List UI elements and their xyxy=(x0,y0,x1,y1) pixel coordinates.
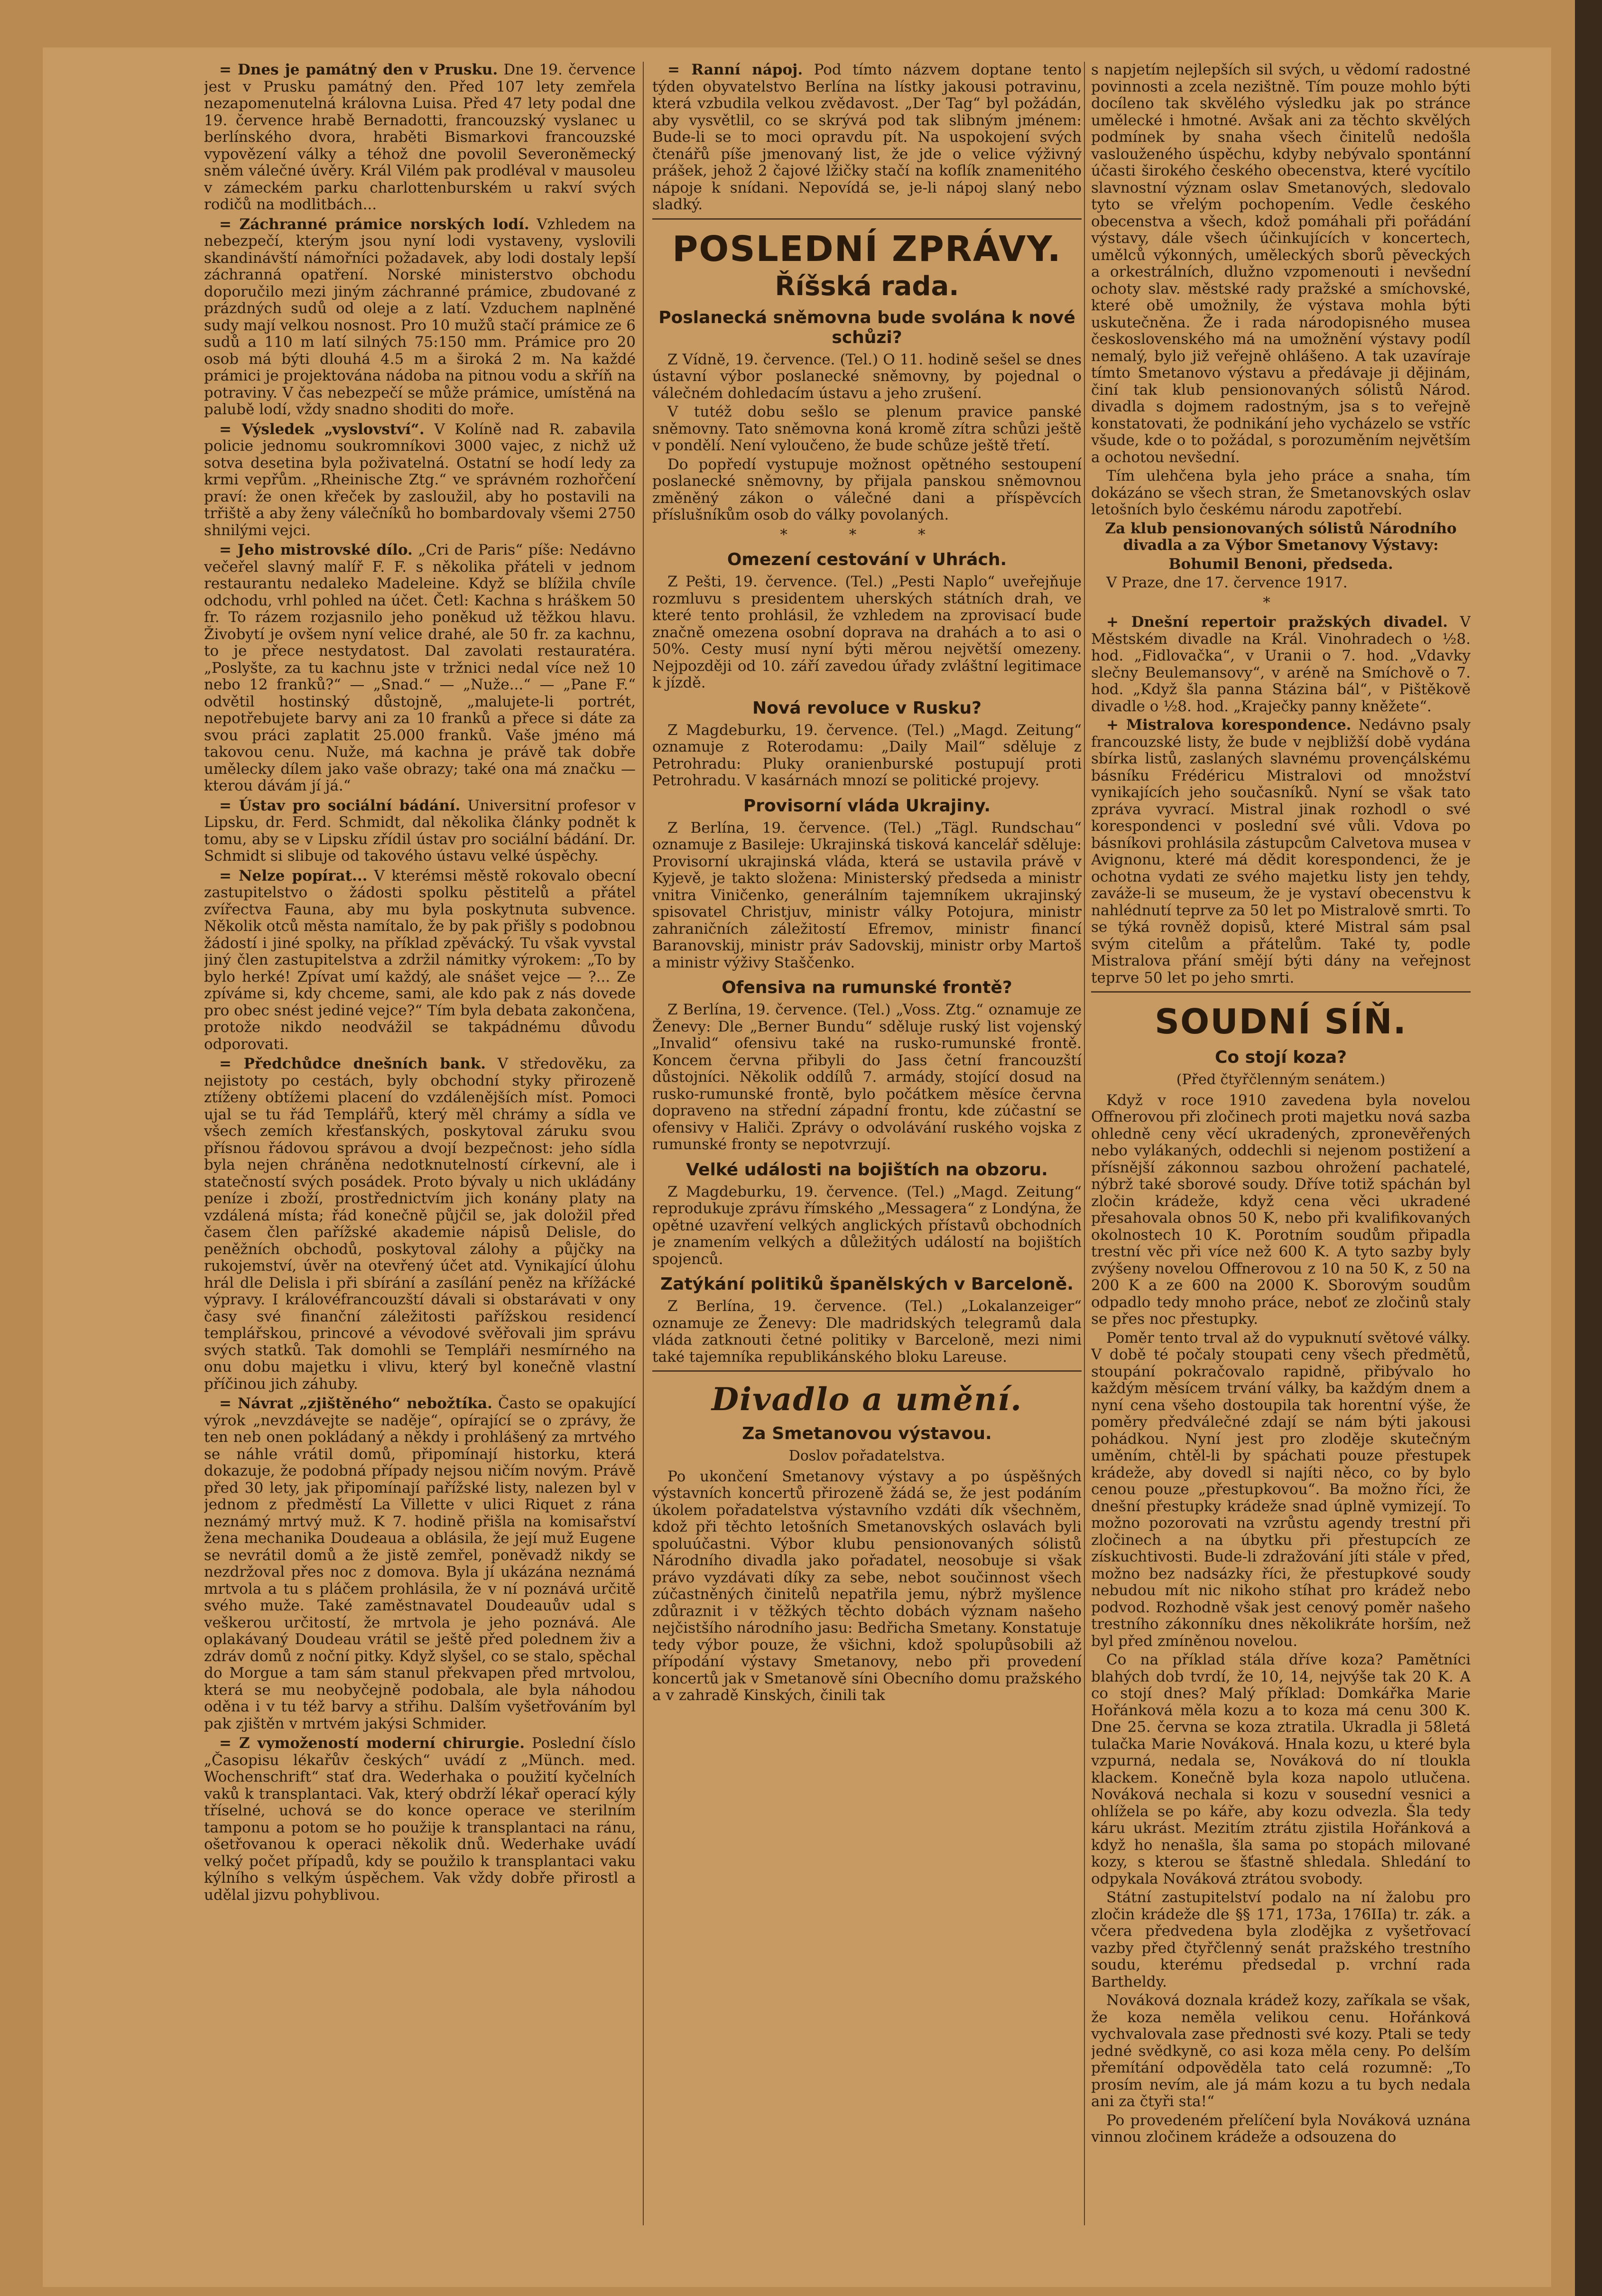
article-text: V středověku, za nejistoty po cestách, byly obchodní styky přirozeně ztíženy obtížemi placení do vzdálenějších míst. Pomoci ujal se tu řád Templářů, který měl chrámy a sídla ve všech zemích křesťanských, poskytoval záruku svou přísnou řádovou správou a dvojí bezpečnost: jeho sídla byla nejen chráněna nedotknutelností církevní, ale i statečností svých posádek. Proto bývaly u nich ukládány peníze i zboží, prostřednictvím jich konány platy na vzdálená místa; řád konečně půjčil se, jak doložil před časem člen pařížské akademie nápisů Delisle, do peněžních obchodů, poskytoval zálohy a půjčky na rukojemství, úvěr na otevřený účet atd. Vynikající úlohu hrál dle Delisla i při sbírání a zasílání peněz na křížácké výpravy. I královéfrancouzští dávali si obstarávati v ony časy své finanční záležitosti pařížskou residencí templářskou, princové a vévodové svěřovali jim správu svých statků. Tak domohli se Templáři nesmírného na onu dobu majetku i vlivu, který byl konečně vlastní příčinou jich záhuby. xyxy=(204,1055,636,1393)
paragraph: Nováková doznala krádež kozy, zaříkala se však, že koza neměla velikou cenu. Hořánková vychvalovala zase přednosti své kozy. Ptali se tedy jedné svědkyně, co asi koza měla ceny. Po delším přemítání odpověděla tato celá rozumně: „To prosím nevím, ale já mám kozu a tu bych nedala ani za čtyři sta!“ xyxy=(1091,1992,1471,2110)
column-rule xyxy=(643,62,644,2225)
headline: Ofensiva na rumunské frontě? xyxy=(722,978,1012,997)
paragraph: Z Berlína, 19. července. (Tel.) „Lokalanzeiger“ oznamuje ze Ženevy: Dle madridských telegramů dala vláda zatknouti četné politiky v Barceloně, mezi nimi také tajemníka republikánského bloku Lareuse. xyxy=(652,1298,1082,1366)
paragraph: s napjetím nejlepších sil svých, u vědomí radostné povinnosti a zcela nezištně. Tím pouze mohlo býti docíleno tak skvělého výsledku jak po stránce umělecké i hmotné. Avšak ani za těchto skvělých podmínek by snaha všech činitelů nedošla vaslouženého úspěchu, kdyby nebývalo spontánní účasti širokého českého obecenstva, které vycítilo slavnostní význam oslav Smetanových, sledovalo tyto se vřelým pochopením. Vedle českého obecenstva a všech, kdož pomáhali při pořádání výstavy, dále všech účinkujících v koncertech, umělců výkonných, uměleckých sborů pěveckých a orkestrálních, dlužno vzpomenouti i nevšední ochoty slav. městské rady pražské a smíchovské, které obě umožnily, že výstava mohla býti uskutečněna. Že i rada národopisného musea československého má na umožnění výstavy podíl nemalý, bylo již veřejně ohlášeno. A tak uzavíraje tímto Smetanovo výstavu a předávaje ji dějinám, činí tak klub pensionovaných sólistů Národ. divadla s dojmem radostným, jsa s to veřejně konstatovati, že podnikání jeho vycházelo se vstříc všude, kde o to požádal, s porozuměním největším a ochotou nevšední. xyxy=(1091,62,1471,466)
page-edge xyxy=(1575,0,1602,2296)
article-text: Dne 19. července jest v Prusku památný den. Před 107 lety zemřela nezapomenutelná královna Luisa. Před 47 lety podal dne 19. července hrabě Bernadotti, francouzský vyslanec u berlínského dvora, hraběti Bismarkovi francouzské vypovězení války a téhož dne povolil Severoněmecký sněm válečné úvěry. Král Vilém pak prodléval v mausoleu v zámeckém parku charlottenburském u rakví svých rodičů na modlitbách... xyxy=(204,62,636,213)
signature-name: Bohumil Benoni, předseda. xyxy=(1168,555,1393,573)
column-rule xyxy=(1084,62,1085,2225)
article-lead: + Mistralova korespondence. xyxy=(1106,716,1352,734)
headline: Za Smetanovou výstavou. xyxy=(742,1424,992,1443)
article-navrat xyxy=(204,1395,636,1732)
article-lead: = Ústav pro sociální bádání. xyxy=(219,797,461,814)
article-lead: = Záchranné prámice norských lodí. xyxy=(219,215,529,233)
section-divider xyxy=(652,1370,1082,1372)
section-banner-divadlo: Divadlo a umění. xyxy=(711,1381,1023,1418)
article-text: Pod tímto názvem doptane tento týden obyvatelstvo Berlína na lístky jakousi potravinu, která vzbudila velkou zvědavost. „Der Tag“ byl požádán, aby vysvětlil, co se skrývá pod tak slibným jménem: Bude-li se to moci opravdu pít. Na uspokojení svých čtenářů píše jmenovaný list, že jde o velice výživný prášek, jehož 2 čajové lžičky stačí na koflík znamenitého nápoje k snídani. Nepovídá se, je-li nápoj slaný nebo sladký. xyxy=(652,62,1082,213)
article-lead: = Dnes je památný den v Prusku. xyxy=(219,62,498,78)
section-divider xyxy=(1091,991,1471,993)
paragraph: Poměr tento trval až do vypuknutí světové války. V době té počaly stoupati ceny všech předmětů, stoupání pokračovalo rapidně, přibývalo ho každým měsícem trvání války, ba každým dnem a nyní cena všeho dostoupila tak horentní výše, že poměry předválečné zdají se nám býti jakousi pohádkou. Nyní jest pro zloděje skutečným uměním, chtěl-li by spáchati pouze přestupek krádeže, aby dovedl si najíti něco, co by bylo cenou pouze „přestupkovou“. Ba možno říci, že dnešní přestupky krádeže snad úplně vymizejí. To možno pozorovati na vzrůstu agendy trestní při zločinech a na úbytku při přestupcích ze získuchtivosti. Bude-li zdražování jíti stále v před, možno bez nadsázky říci, že přestupkové soudy nebudou mít nic nikoho stíhat pro krádež nebo podvod. Rozhodně však jest cenový poměr našeho trestního zákonníku dnes několikráte horším, než byl před zmíněnou novelou. xyxy=(1091,1329,1471,1650)
paragraph: Z Berlína, 19. července. (Tel.) „Tägl. Rundschau“ oznamuje z Basileje: Ukrajinská tisková kancelář sděluje: Provisorní ukrajinská vláda, která se ustavila právě v Kyjevě, je takto složena: Ministerský předseda a ministr vnitra Viničenko, generálním tajemníkem ukrajinský spisovatel Christjuv, ministr války Potojura, ministr zahraničních záležitostí Efremov, ministr financí Baranovskij, ministr práv Sadovskij, ministr orby Martoš a ministr výživy Staščenko. xyxy=(652,819,1082,971)
article-lead: = Nelze popírat... xyxy=(219,867,368,884)
article-nelze-popirat xyxy=(204,868,636,1053)
article-lead: + Dnešní repertoir pražských divadel. xyxy=(1106,614,1448,631)
paragraph: Po provedeném přelíčení byla Nováková uznána vinnou zločinem krádeže a odsouzena do xyxy=(1091,2111,1471,2146)
article-lead: = Výsledek „vyslovství“. xyxy=(219,420,425,438)
paragraph: Co na příklad stála dříve koza? Pamětníci blahých dob tvrdí, že 10, 14, nejvýše tak 20 K. A co stojí dnes? Malý příklad: Domkářka Marie Hořánková měla kozu a to koza má cenu 300 K. Dne 25. června se koza ztratila. Ukradla ji 58letá tulačka Marie Nováková. Hnala kozu, u které byla vzpurná, nedala se, Nováková do ní tloukla klackem. Konečně byla koza napolo utlučena. Nováková nechala si kozu v sousední vesnici a ohlížela se po káře, aby kozu odvezla. Šla tedy káru ukrást. Mezitím ztrátu zjistila Hořánková a když ho nenašla, šla sama po stopách milované kozy, s kterou se šťastně shledala. Shledání to odpykala Nováková ztrátou svobody. xyxy=(1091,1651,1471,1887)
paragraph: Státní zastupitelství podalo na ní žalobu pro zločin krádeže dle §§ 171, 173a, 176IIa) tr. zák. a včera předvedena byla zlodějka z vyšetřovací vazby před čtyřčlenný senát pražského trestního soudu, kterému předsedal p. vrchní rada Bartheldy. xyxy=(1091,1889,1471,1990)
dateline: V Praze, dne 17. července 1917. xyxy=(1106,574,1348,591)
article-ustav xyxy=(204,798,636,865)
article-text: V Městském divadle na Král. Vinohradech o ½8. hod. „Fidlovačka“, v Uranii o 7. hod. „Vdavky slečny Beulemansovy“, v aréně na Smíchově o 7. hod. „Když šla panna Stázina bál“, v Pištěkově divadle o ½8. hod. „Kraječky panny kněžete“. xyxy=(1091,614,1471,715)
headline: Co stojí koza? xyxy=(1214,1048,1347,1067)
paragraph: Z Pešti, 19. července. (Tel.) „Pesti Naplo“ uveřejňuje rozmluvu s presidentem uherských státních drah, ve které tento prohlásil, že vzhledem na zprovisací bude značně omezena osobní doprava na drahách a to asi o 50%. Cesty musí nyní býti měrou největší omezeny. Nejpozději od 10. září zavedou úřady zvláštní legitimace k jízdě. xyxy=(652,573,1082,691)
section-divider xyxy=(652,218,1082,220)
headline: Zatýkání politiků španělských v Barceloně. xyxy=(660,1274,1074,1294)
headline: Provisorní vláda Ukrajiny. xyxy=(743,796,991,816)
column-news-briefs xyxy=(204,62,636,2244)
paragraph: Z Magdeburku, 19. července. (Tel.) „Magd. Zeitung“ reprodukuje zprávu římského „Messagera“ z Londýna, že opětné uzavření velkých anglických přístavů obchodních je znamením velkých a důležitých událostí na bojištích spojenců. xyxy=(652,1183,1082,1268)
section-banner-soudni-sin: SOUDNÍ SÍŇ. xyxy=(1155,1002,1407,1041)
article-text: Universitní profesor v Lipsku, dr. Ferd. Schmidt, dal několika články podnět k tomu, aby se v Lipsku zřídil ústav pro sociální bádání. Dr. Schmidt si slibuje od takového ústavu velké úspěchy. xyxy=(204,797,636,864)
article-lead: = Z vymožeností moderní chirurgie. xyxy=(219,1735,525,1752)
paragraph: Když v roce 1910 zavedena byla novelou Offnerovou při zločinech proti majetku nová sazba ohledně ceny věcí ukradených, zpronevěřených nebo vylákaných, oddechli si nejenom postižení a přísnější zákonnou sazbou ohrožení pachatelé, nýbrž také sborové soudy. Dříve totiž spáchán byl zločin krádeže, když cena věci ukradené přesahovala obnos 50 K, nebo při kvalifikovaných okolnostech 10 K. Porotním soudům připadla trestní věc při více než 600 K. A tyto sazby byly zvýšeny novelou Offnerovou z 10 na 50 K, z 50 na 200 K a ze 600 na 2000 K. Sborovým soudům odpadlo tedy mnoho práce, neboť ze zločinů staly se přes noc přestupky. xyxy=(1091,1091,1471,1328)
headline: Omezení cestování v Uhrách. xyxy=(727,550,1007,569)
article-lead: = Jeho mistrovské dílo. xyxy=(219,541,413,558)
article-chirurgie xyxy=(204,1735,636,1904)
section-subtitle: Říšská rada. xyxy=(775,270,959,302)
article-text: „Cri de Paris“ píše: Nedávno večeřel slavný malíř F. F. s několika přáteli v jednom restaurantu nedaleko Madeleine. Když se blížila chvíle odchodu, vrhl pohled na účet. Četl: Kachna s hráškem 50 fr. To rázem rozjasnilo jeho poněkud už těžkou hlavu. Živobytí je ovšem nyní velice drahé, ale 50 fr. za kachnu, to je přece nestydatost. Dal zavolati restauratéra. „Poslyšte, za tu kachnu jste v tržnici nedal více než 10 nebo 12 franků?“ — „Snad.“ — „Nuže...“ — „Pane F.“ odvětil hostinský důstojně, „malujete-li portrét, nepotřebujete barvy ani za 10 franků a přece si dáte za svou práci zaplatit 25.000 franků. Vaše jméno má takovou cenu. Nuže, má kachna je právě tak dobře umělecky dílem jako vaše obrazy; také ona má značku — kterou dávám jí já.“ xyxy=(204,541,636,794)
article-text: Nedávno psaly francouzské listy, že bude v nejbližší době vydána sbírka listů, zaslaných slavnému provençálskému básníku Frédéricu Mistralovi od množství vynikajících jeho současníků. Nyní se však tato zpráva vyvrací. Mistral jinak rozhodl o své korespondenci v poslední své vůli. Vdova po básníkovi prohlásila zástupcům Calvetova musea v Avignonu, které má dědit korespondenci, že je ochotna vydati ze svého majetku listy jen tehdy, zaváže-li se museum, že je vystaví obecenstvu k nahlédnutí teprve za 50 let po Mistralově smrti. To se týká rovněž dopisů, které Mistral sám psal svým citelům a přátelům. Také ty, podle Mistralova přání smějí býti dány na veřejnost teprve 50 let po jeho smrti. xyxy=(1091,716,1471,986)
paragraph: Z Vídně, 19. července. (Tel.) O 11. hodině sešel se dnes ústavní výbor poslanecké sněmovny, by pojednal o válečném dohledacím ústavu a jeho zrušení. xyxy=(652,351,1082,402)
paragraph: Z Magdeburku, 19. července. (Tel.) „Magd. Zeitung“ oznamuje z Roterodamu: „Daily Mail“ sděluje z Petrohradu: Pluky oranienburské postupují proti Petrohradu. V kasárnách mnozí se politické projevy. xyxy=(652,721,1082,789)
column-culture-court xyxy=(1091,62,1471,2244)
article-pamatny-den xyxy=(204,62,636,214)
article-lead: = Návrat „zjištěného“ nebožtíka. xyxy=(219,1395,492,1412)
article-text: V Kolíně nad R. zabavila policie jednomu soukromníkovi 3000 vajec, z nichž už sotva desetina byla poživatelná. Ostatní se hodí ledy za krmi vepřům. „Rheinische Ztg.“ ve správném rozhořčení praví: že onen křeček by zasloužil, aby ho postavili na trřiště a aby ženy válečníků ho bombardovaly všemi 2750 shnilými vejci. xyxy=(204,420,636,539)
headline-subtitle: (Před čtyřčlenným senátem.) xyxy=(1176,1071,1386,1088)
column-latest-news xyxy=(652,62,1082,2244)
article-lead: = Předchůdce dnešních bank. xyxy=(219,1055,486,1072)
paragraph: Do popředí vystupuje možnost opětného sestoupení poslanecké sněmovny, by přijala panskou sněmovnou změněný zákon o válečné dani a příspěvcích příslušníkům osob do války povolaných. xyxy=(652,455,1082,523)
section-banner-posledni-zpravy: POSLEDNÍ ZPRÁVY. xyxy=(672,228,1062,270)
separator-star: * xyxy=(1263,594,1299,611)
article-vysledek xyxy=(204,421,636,539)
article-banky xyxy=(204,1056,636,1393)
paragraph: Tím ulehčena byla jeho práce a snaha, tím dokázáno se všech stran, že Smetanovských oslav letošních bylo českému národu zapotřebí. xyxy=(1091,467,1471,518)
article-zachranne-pramice xyxy=(204,216,636,418)
article-text: Často se opakující výrok „nevzdávejte se naděje“, opírající se o zprávy, že ten neb onen pokládaný a někdy i prohlášený za mrtvého se náhle vrátil domů, připomínají historku, která dokazuje, že podobná případy nejsou ničím novým. Právě před 30 lety, jak připomínají pařížské listy, nalezen byl v jednom z předměstí La Villette v ulici Riquet z rána neznámý mrtvý muž. K 7. hodině přišla na komisařství žena mechanika Doudeaua a oblásila, že její muž Eugene se nevrátil domů a že jistě zemřel, poněvadž nikdy se nezdržoval přes noc z domova. Byla jí ukázána neznámá mrtvola a tu s pláčem prohlásila, že v ní poznává určitě svého muže. Také zaměstnavatel Doudeauův udal s veškerou určitostí, že mrtvola je jeho poznává. Ale oplakávaný Doudeau vrátil se ještě před polednem živ a zdráv domů z noční pitky. Když slyšel, co se stalo, spěchal do Morgue a tam sám stanul překvapen před mrtvolou, která se mu neobyčejně podobala, ale byla náhodou oděna i v tu též barvy a střihu. Dalším vyšetřováním byl pak zjištěn v mrtvém jakýsi Schmider. xyxy=(204,1395,636,1732)
article-mistrovske-dilo xyxy=(204,542,636,795)
article-text: Poslední číslo „Časopisu lékařův českých“ uvádí z „Münch. med. Wochenschrift“ stať dra. Wederhaka o použití kyčelních vaků k transplantaci. Vak, který obdrží lékař operací kýly tříselné, uchová se do konce operace ve sterilním tamponu a potom se ho použije k transplantaci na ránu, ošetřovanou k operaci několik dnů. Wederhake uvádí velký počet případů, kdy se použilo k transplantaci vaku kýlního s velkým úspěchem. Vak vždy dobře přirostl a udělal jizvu pohyblivou. xyxy=(204,1735,636,1904)
headline-subtitle: Doslov pořadatelstva. xyxy=(788,1448,945,1464)
paragraph: Po ukončení Smetanovy výstavy a po úspěšných výstavních koncertů přirozeně žádá se, že jest podáním úkolem pořadatelstva výstavního vzdáti dík všechněm, kdož při těchto letošních Smetanovských oslavách byli spoluúčastni. Výbor klubu pensionovaných sólistů Národního divadla jako pořadatel, neosobuje si však právo vyzdávati díky za sebe, nebot součinnost všech zúčastněných činitelů nepatřila jemu, nýbrž myšlence zdůraznit i v těžkých těchto dobách význam našeho nejčistšího národního jasu: Bedřicha Smetany. Konstatuje tedy výbor pouze, že všichni, kdož spolupůsobili až přípodání výstavy Smetanovy, nebo při provedení koncertů jak v Smetanově síni Obecního domu pražského a v zahradě Kinských, činili tak xyxy=(652,1468,1082,1704)
headline: Nová revoluce v Rusku? xyxy=(752,698,982,718)
article-text: V kterémsi městě rokovalo obecní zastupitelstvo o žádosti spolku pěstitelů a přátel zvířectva Fauna, aby mu byla poskytnuta subvence. Několik otců města namítalo, že by pak přišly s podobnou žádostí i jiné spolky, na příklad zpěvácký. Tu však vyvstal jiný člen zastupitelstva a zdržil námitky výrokem: „To by bylo herké! Zpívat umí každý, ale snášet vejce — ?... Ze zpíváme si, kdy chceme, sami, ale kdo pak z nás dovede pro obec snést jediné vejce?“ Tím byla debata zakončena, protože nikdo neodvážil se takpádnému důvodu odporovati. xyxy=(204,867,636,1053)
signature-org: Za klub pensionovaných sólistů Národního divadla a za Výbor Smetanovy Výstavy: xyxy=(1105,520,1457,554)
paragraph: Z Berlína, 19. července. (Tel.) „Voss. Ztg.“ oznamuje ze Ženevy: Dle „Berner Bundu“ sděluje ruský list vojenský „Invalid“ ofensivu také na rusko-rumunské frontě. Koncem června přibyli do Jass četní francouzští důstojníci. Několik oddílů 7. armády, stojící dosud na rusko-rumunské frontě, bylo počátkem měsíce června dopraveno na střední západní frontu, kde zúčastní se ofensivy v Haliči. Zprávy o odvolávání ruského vojska z rumunské fronty se nepotvrzují. xyxy=(652,1001,1082,1153)
headline: Poslanecká sněmovna bude svolána k nové schůzi? xyxy=(658,307,1075,347)
article-text: Vzhledem na nebezpečí, kterým jsou nyní lodi vystaveny, vyslovili skandinávští námořníci požadavek, aby lodi dostaly lepší záchranná opatření. Norské ministerstvo obchodu doporučilo mezi jiným záchranné prámice, zbudované z prázdných sudů od oleje a z latí. Vzduchem naplněné sudy mají velkou nosnost. Pro 10 mužů stačí prámice ze 6 sudů a 110 m latí silných 75:150 mm. Prámice pro 20 osob má býti dlouhá 4.5 m a široká 2 m. Na každé prámici je projektována nádoba na pitnou vodu a skříň na potraviny. V čas nebezpečí se může prámice, umístěná na palubě lodí, vždy snadno shoditi do moře. xyxy=(204,215,636,418)
paragraph: V tutéž dobu sešlo se plenum pravice panské sněmovny. Tato sněmovna koná kromě zítra schůzi ještě v pondělí. Není vyloučeno, že bude schůze ještě třetí. xyxy=(652,403,1082,454)
headline: Velké události na bojištích na obzoru. xyxy=(686,1160,1048,1180)
separator-stars: * * * xyxy=(780,526,954,543)
article-lead: = Ranní nápoj. xyxy=(667,62,803,78)
